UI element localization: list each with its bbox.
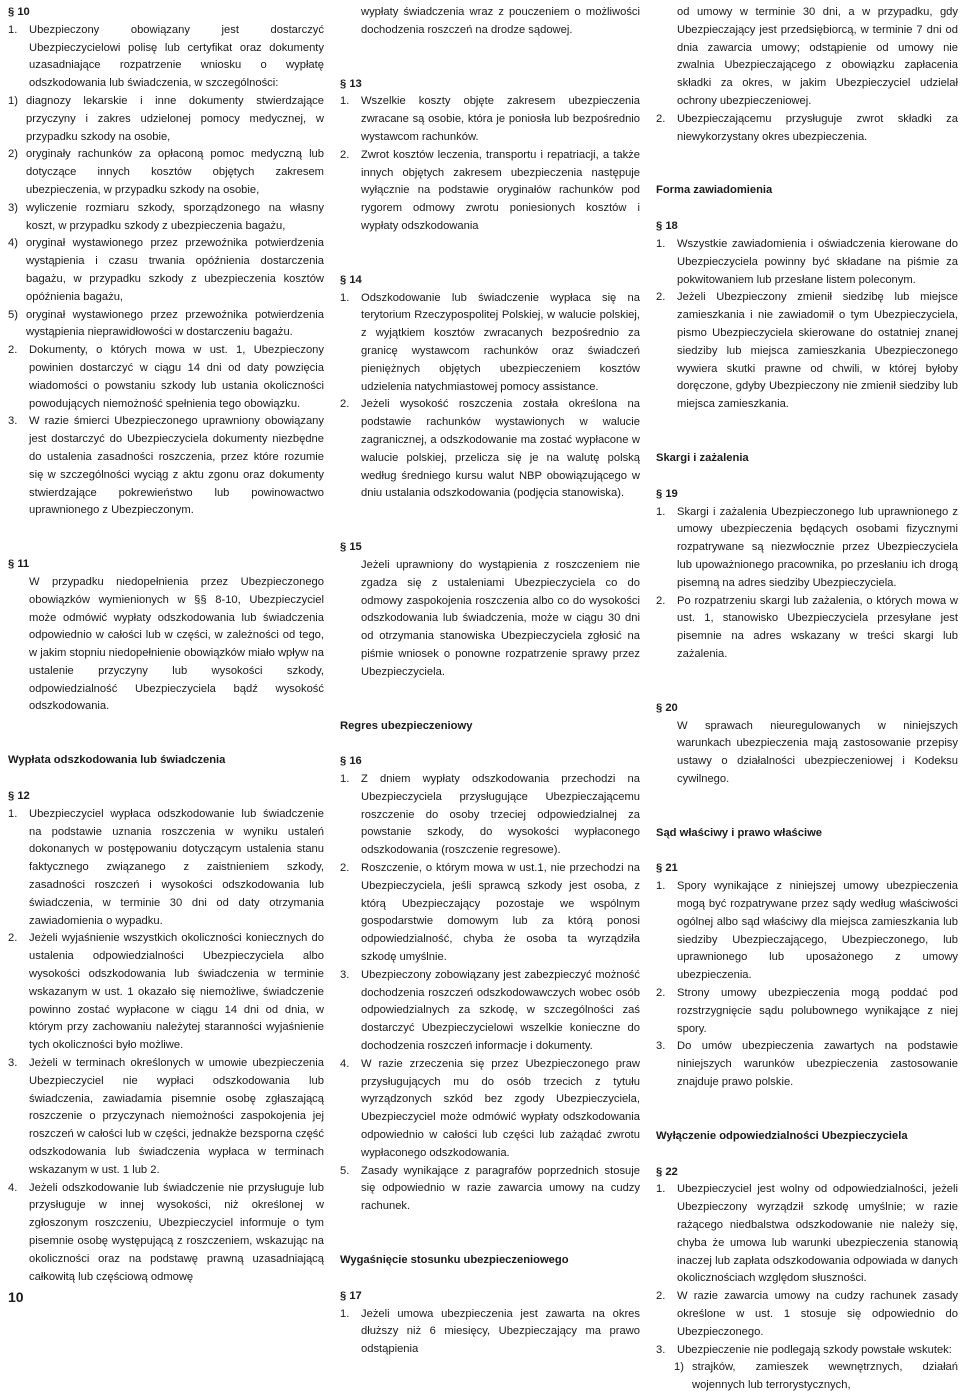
s16-item-3 [340, 967, 640, 1056]
item-text: Ubezpieczającemu przysługuje zwrot składki za niewykorzystany okres ubezpieczenia. [677, 112, 958, 143]
sub-text: strajków, zamieszek wewnętrznych, działań wojennych lub terrorystycznych, [692, 1361, 958, 1392]
item-text: Zasady wynikające z paragrafów poprzednich stosuje się odpowiednio w razie zawarcia umowy na cudzy rachunek. [361, 1164, 640, 1213]
sub-text: oryginał wystawionego przez przewoźnika potwierdzenia wystąpienia nieprawidłowości w dostarczeniu bagażu. [26, 308, 324, 339]
s20-text: W sprawach nieuregulowanych w niniejszych warunkach ubezpieczenia mają zastosowanie przepisy ustawy o działalności ubezpieczeniowej i Kodeksu cywilnego. [677, 719, 958, 785]
s21-item-2 [656, 985, 958, 1038]
s18-item-1 [656, 236, 958, 289]
item-text: W razie zawarcia umowy na cudzy rachunek zasady określone w ust. 1 stosuje się odpowiednio do Ubezpieczonego. [677, 1290, 958, 1338]
item-number: 2. [656, 594, 666, 607]
s12-item-1 [8, 806, 324, 931]
item-number: 1. [340, 773, 350, 786]
sub-text: wyliczenie rozmiaru szkody, sporządzonego na własny koszt, w przypadku szkody z ubezpieczenia bagażu, [26, 201, 324, 232]
s12-item-3 [8, 1055, 324, 1180]
section-21-title: § 21 [656, 862, 678, 875]
item-number: 1. [340, 1307, 350, 1320]
item-number: 1. [656, 1183, 666, 1196]
s10-item-1 [8, 22, 324, 93]
heading-regres: Regres ubezpieczeniowy [340, 719, 473, 732]
item-number: 2. [340, 148, 350, 161]
s13-item-1 [340, 93, 640, 146]
heading-sad: Sąd właściwy i prawo właściwe [656, 826, 823, 839]
item-text: Ubezpieczyciel wypłaca odszkodowanie lub świadczenie na podstawie uznania roszczenia w wyniku ustaleń dokonanych w postępowaniu dotyczącym ustalenia stanu faktycznego związanego z zaistnieniem szkody, zasadności roszczeń i wysokości odszkodowania lub świadczenia, w terminie 30 dni od daty otrzymania zawiadomienia o wypadku. [29, 807, 324, 927]
item-text: Spory wynikające z niniejszej umowy ubezpieczenia mogą być rozpatrywane przez sądy według właściwości ogólnej albo sąd właściwy dla miejsca zamieszkania lub siedziby Ubezpieczającego, Ubezpieczonego, lub uprawnionego lub uposażonego z umowy ubezpieczenia. [677, 880, 958, 982]
s10-sub-5 [8, 307, 324, 343]
item-text: Jeżeli w terminach określonych w umowie ubezpieczenia Ubezpieczyciel nie wypłaci odszkodowania lub świadczenia, zawiadamia pisemnie osobę zgłaszającą roszczenie o przyczynach niemożności zaspokojenia jej roszczeń w całości lub w części, jednakże bezsporna część odszkodowania lub świadczenia wypłaca w terminach wskazanym w ust. 1 lub 2. [29, 1057, 324, 1176]
item-number: 1. [340, 291, 350, 304]
item-number: 3. [340, 968, 350, 981]
s22-sub-1 [656, 1359, 958, 1395]
s16-item-4 [340, 1056, 640, 1163]
item-number: 4. [340, 1057, 350, 1070]
item-text: Odszkodowanie lub świadczenie wypłaca się na terytorium Rzeczypospolitej Polskiej, w walucie polskiej, z wyjątkiem kosztów zwracanych bezpośrednio za granicę wystawcom rachunków oraz świadczeń pieniężnych objętych ubezpieczeniem kosztów udzielenia natychmiastowej pomocy assistance. [361, 291, 640, 393]
s11-text: W przypadku niedopełnienia przez Ubezpieczonego obowiązków wymienionych w §§ 8-10, Ubezpieczyciel może odmówić wypłaty odszkodowania lub świadczenia odpowiednio w całości lub w części, w zależności od tego, w jakim stopniu niedopełnienie obowiązków miało wpływ na ustalenie przyczyny lub wysokości szkody, odpowiedzialność Ubezpieczyciela bądź wysokość odszkodowania. [29, 575, 324, 713]
item-text: Do umów ubezpieczenia zawartych na podstawie niniejszych warunków ubezpieczenia zastosowanie znajduje prawo polskie. [677, 1040, 958, 1089]
item-number: 4. [8, 1181, 18, 1194]
item-text: W razie śmierci Ubezpieczonego uprawniony obowiązany jest dostarczyć do Ubezpieczyciela dokumenty niezbędne do ustalenia zasadności roszczenia, przez które rozumie się w szczególności wyciąg z aktu zgonu oraz dokumenty stwierdzające pokrewieństwo lub powinowactwo uprawnionego z Ubezpieczonym. [29, 415, 324, 517]
item-number: 1. [656, 505, 666, 518]
section-16-title: § 16 [340, 755, 362, 768]
item-number: 2. [8, 344, 18, 357]
section-20-title: § 20 [656, 701, 678, 714]
item-number: 1. [8, 23, 18, 36]
item-text: Jeżeli wysokość roszczenia została określona na podstawie rachunków wystawionych w walucie zagranicznej, a odszkodowanie ma zostać wypłacone w walucie polskiej, przelicza się je na walutę polską według średniego kursu walut NBP obowiązującego w dniu ustalania odszkodowania (podjęcia stanowiska). [361, 398, 640, 500]
heading-forma: Forma zawiadomienia [656, 184, 773, 197]
item-number: 3. [8, 415, 18, 428]
s22-item-2 [656, 1288, 958, 1341]
sub-text: oryginały rachunków za opłaconą pomoc medyczną lub dotyczące innych kosztów objętych zakresem ubezpieczenia, w przypadku szkody na osobie, [26, 148, 324, 196]
section-12-title: § 12 [8, 790, 30, 803]
item-text: Ubezpieczyciel jest wolny od odpowiedzialności, jeżeli Ubezpieczony wyrządził szkodę umyślnie; w razie rażącego niedbalstwa odszkodowanie nie należy się, chyba że umowa lub warunki ubezpieczenia stanowią inaczej lub zapłata odszkodowania odpowiada w danych okolicznościach względom słuszności. [677, 1183, 958, 1285]
item-number: 1. [8, 807, 18, 820]
s10-sub-1 [8, 93, 324, 146]
item-text: Jeżeli wyjaśnienie wszystkich okoliczności koniecznych do ustalenia odpowiedzialności Ubezpieczyciela albo wysokości odszkodowania lub świadczenia w terminie wskazanym w ust. 1 okazało się niemożliwe, świadczenie powinno zostać wypłacone w ciągu 14 dni od dnia, w którym przy zachowaniu należytej staranności wyjaśnienie tych okoliczności było możliwe. [29, 932, 324, 1052]
heading-wygasniecie: Wygaśnięcie stosunku ubezpieczeniowego [340, 1254, 569, 1267]
heading-wyplata: Wypłata odszkodowania lub świadczenia [8, 754, 226, 767]
item-number: 1. [656, 237, 666, 250]
sub-number: 2) [8, 148, 18, 161]
section-14-title: § 14 [340, 273, 362, 286]
s16-item-2 [340, 860, 640, 967]
sub-number: 1) [674, 1361, 684, 1374]
column-left [8, 4, 324, 1286]
s17-item-1 [340, 1306, 640, 1359]
s16-item-5 [340, 1163, 640, 1216]
sub-text: diagnozy lekarskie i inne dokumenty stwierdzające przyczyny i zakres udzielonej pomocy medycznej, w przypadku szkody na osobie, [26, 94, 324, 143]
s21-item-3 [656, 1038, 958, 1091]
item-number: 2. [656, 987, 666, 1000]
s10-sub-3 [8, 200, 324, 236]
sub-number: 1) [8, 94, 18, 107]
item-text: Zwrot kosztów leczenia, transportu i repatriacji, a także innych objętych zakresem ubezpieczenia następuje wyłącznie na podstawie oryginałów rachunków pod rygorem odmowy zwrotu poniesionych kosztów i wypłaty odszkodowania [361, 148, 640, 232]
s18-item-2 [656, 289, 958, 414]
section-17-title: § 17 [340, 1289, 362, 1302]
section-15-title: § 15 [340, 541, 362, 554]
item-number: 3. [8, 1057, 18, 1070]
s13-item-2 [340, 147, 640, 236]
s10-sub-2 [8, 146, 324, 199]
item-text: W razie zrzeczenia się przez Ubezpieczonego praw przysługujących mu do osób trzecich z tytułu wyrządzonych szkód bez zgody Ubezpieczyciela, Ubezpieczyciel może odmówić wypłaty odszkodowania odpowiednio w całości lub części lub zażądać zwrotu wypłaconego odszkodowania. [361, 1057, 640, 1159]
s14-item-1 [340, 290, 640, 397]
s10-item-2 [8, 342, 324, 413]
s12-item-2 [8, 930, 324, 1055]
section-10-title: § 10 [8, 6, 30, 18]
item-text: Jeżeli Ubezpieczony zmienił siedzibę lub miejsce zamieszkania i nie zawiadomił o tym Ubezpieczyciela, pismo Ubezpieczyciela skierowane do ostatniej znanej siedziby lub miejsca zamieszkania Ubezpieczonego wywiera skutki prawne od chwili, w której byłoby doręczone, gdyby Ubezpieczony nie zmienił siedziby lub miejsca zamieszkania. [677, 291, 958, 411]
item-number: 1. [656, 880, 666, 893]
item-text: Z dniem wypłaty odszkodowania przechodzi na Ubezpieczyciela przysługujące Ubezpieczającemu roszczenie do osoby trzeciej odpowiedzialnej za powstanie szkody, do wysokości wypłaconego odszkodowania (roszczenie regresowe). [361, 773, 640, 857]
item-number: 2. [340, 862, 350, 875]
item-text: Po rozpatrzeniu skargi lub zażalenia, o których mowa w ust. 1, stanowisko Ubezpieczyciela przesyłane jest pisemnie na adres wskazany w treści skargi lub zażalenia. [677, 594, 958, 660]
section-13-title: § 13 [340, 77, 362, 90]
item-text: Ubezpieczony zobowiązany jest zabezpieczyć możność dochodzenia roszczeń odszkodowawczych wobec osób odpowiedzialnych za szkodę, w szczególności zaś dostarczyć Ubezpieczycielowi wszelkie konieczne do dochodzenia roszczeń informacje i dokumenty. [361, 968, 640, 1053]
page-number: 10 [8, 1289, 24, 1305]
s17-item-2 [656, 111, 958, 147]
item-number: 3. [656, 1040, 666, 1053]
item-number: 2. [340, 398, 350, 411]
s22-item-1 [656, 1181, 958, 1288]
section-11-title: § 11 [8, 558, 30, 571]
item-text: Jeżeli umowa ubezpieczenia jest zawarta na okres dłuższy niż 6 miesięcy, Ubezpieczający ma prawo odstąpienia [361, 1307, 640, 1356]
s10-item-3 [8, 413, 324, 520]
item-number: 2. [656, 291, 666, 304]
item-number: 2. [656, 112, 666, 125]
item-text: Wszelkie koszty objęte zakresem ubezpieczenia zwracane są osobie, która je poniosła lub bezpośrednio wystawcom rachunków. [361, 95, 640, 143]
s16-item-1 [340, 771, 640, 860]
s14-item-2 [340, 396, 640, 503]
s22-item-3 [656, 1342, 958, 1360]
item-text: Ubezpieczony obowiązany jest dostarczyć Ubezpieczycielowi polisę lub certyfikat oraz dokumenty uzasadniające rozpatrzenie wniosku o wypłatę odszkodowania lub świadczenia, w szczególności: [29, 23, 324, 90]
item-text: Strony umowy ubezpieczenia mogą poddać pod rozstrzygnięcie sądu polubownego wynikające z niej spory. [677, 987, 958, 1035]
s21-item-1 [656, 878, 958, 985]
s10-sub-4 [8, 235, 324, 306]
s12-item-4 [8, 1180, 324, 1287]
item-number: 1. [340, 95, 350, 108]
item-number: 5. [340, 1164, 350, 1177]
item-text: Skargi i zażalenia Ubezpieczonego lub uprawnionego z umowy ubezpieczenia będących osobami fizycznymi rozpatrywane są niezwłocznie przez Ubezpieczyciela lub upoważnionego pracownika, po przesłaniu ich drogą pisemną na adres siedziby Ubezpieczyciela. [677, 505, 958, 589]
item-number: 2. [656, 1290, 666, 1303]
item-text: Wszystkie zawiadomienia i oświadczenia kierowane do Ubezpieczyciela powinny być składane na piśmie za pokwitowaniem lub przesłane listem poleconym. [677, 237, 958, 286]
s19-item-2 [656, 593, 958, 664]
sub-number: 4) [8, 237, 18, 250]
section-19-title: § 19 [656, 487, 678, 500]
s12-continuation: wypłaty świadczenia wraz z pouczeniem o możliwości dochodzenia roszczeń na drodze sądowej. [361, 6, 640, 36]
item-text: Roszczenie, o którym mowa w ust.1, nie przechodzi na Ubezpieczyciela, jeśli sprawcą szkody jest osoba, z którą Ubezpieczający pozostaje we wspólnym gospodarstwie domowym lub za którą ponosi odpowiedzialność, chyba że osoba ta wyrządziła szkodę umyślnie. [361, 862, 640, 964]
section-22-title: § 22 [656, 1165, 678, 1178]
item-number: 3. [656, 1343, 666, 1356]
item-number: 2. [8, 932, 18, 945]
sub-number: 3) [8, 201, 18, 214]
s15-text: Jeżeli uprawniony do wystąpienia z roszczeniem nie zgadza się z ustaleniami Ubezpieczyciela co do odmowy zaspokojenia roszczenia albo co do wysokości odszkodowania lub świadczenia, może w ciągu 30 dni od otrzymania stanowiska Ubezpieczyciela zgłosić na piśmie wniosek o ponowne rozpatrzenie sprawy przez Ubezpieczyciela. [361, 558, 640, 678]
item-text: Dokumenty, o których mowa w ust. 1, Ubezpieczony powinien dostarczyć w ciągu 14 dni od daty powzięcia wiadomości o powstaniu szkody lub ustania okoliczności powodujących niemożność spełnienia tego obowiązku. [29, 344, 324, 410]
section-18-title: § 18 [656, 220, 678, 233]
item-text: Jeżeli odszkodowanie lub świadczenie nie przysługuje lub przysługuje w innej wysokości, niż określonej w zgłoszonym roszczeniu, Ubezpieczyciel informuje o tym pisemnie osobę występującą z roszczeniem, wskazując na okoliczności oraz na podstawę prawną uzasadniającą całkowitą lub częściową odmowę [29, 1181, 324, 1283]
s17-continuation: od umowy w terminie 30 dni, a w przypadku, gdy Ubezpieczający jest przedsiębiorcą, w terminie 7 dni od dnia zawarcia umowy; odstąpienie od umowy nie zwalnia Ubezpieczającego z obowiązku zapłacenia składki za okres, w jakim Ubezpieczyciel udzielał ochrony ubezpieczeniowej. [677, 6, 958, 107]
sub-text: oryginał wystawionego przez przewoźnika potwierdzenia wystąpienia i czasu trwania opóźnienia dostarczenia bagażu, w przypadku szkody z ubezpieczenia kosztów opóźnienia bagażu, [26, 237, 324, 303]
column-middle [340, 4, 640, 1359]
column-right [656, 4, 958, 1395]
heading-wylaczenie: Wyłączenie odpowiedzialności Ubezpieczyciela [656, 1129, 908, 1142]
item-text: Ubezpieczenie nie podlegają szkody powstałe wskutek: [677, 1343, 952, 1356]
heading-skargi: Skargi i zażalenia [656, 451, 749, 464]
sub-number: 5) [8, 308, 18, 321]
s19-item-1 [656, 504, 958, 593]
